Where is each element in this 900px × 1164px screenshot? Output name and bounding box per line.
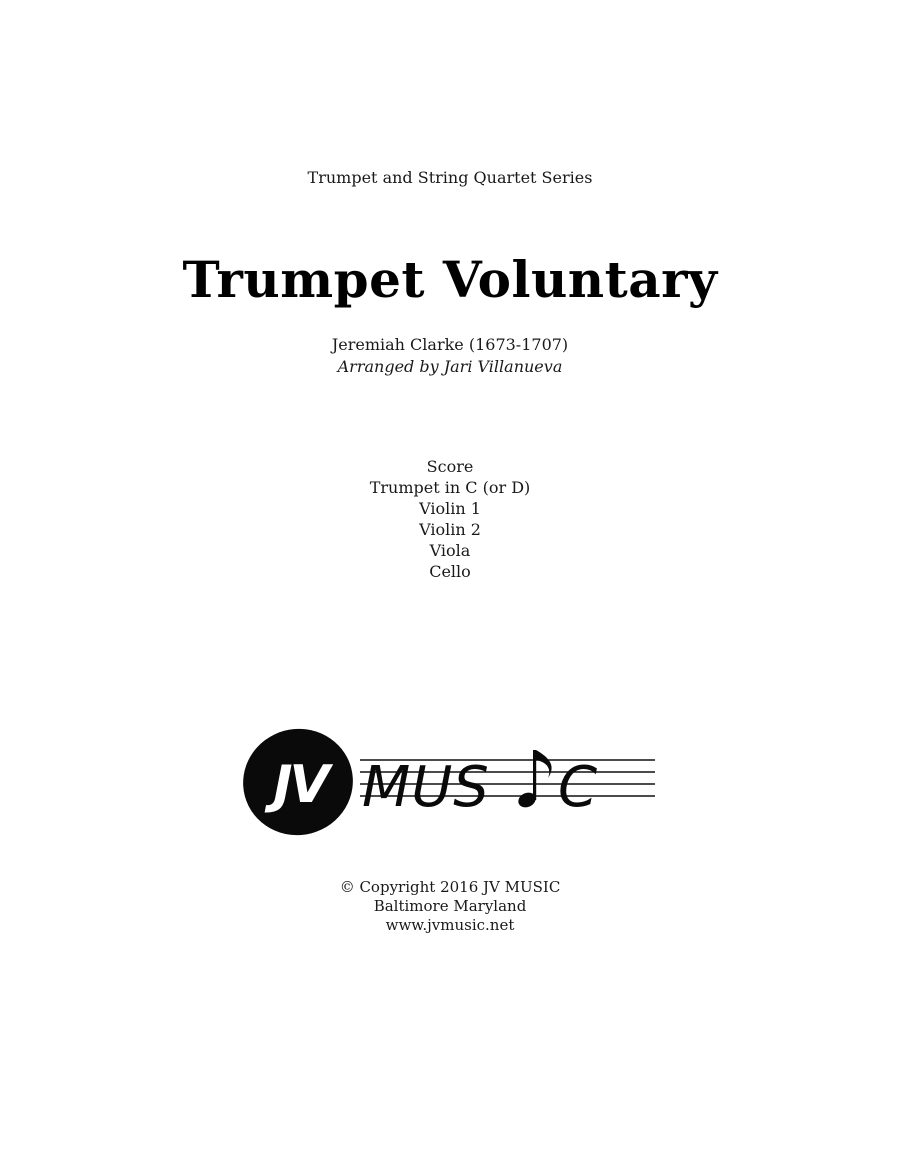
composer-block [0,334,900,378]
copyright-block [0,878,900,935]
list-item: Trumpet in C (or D) [369,478,531,497]
eighth-note-icon [516,750,552,810]
composer: Jeremiah Clarke (1673-1707) [331,335,569,354]
list-item: Viola [429,541,471,560]
page-title: Trumpet Voluntary [182,250,718,309]
list-item: Violin 2 [419,520,481,539]
location-line: Baltimore Maryland [373,897,527,915]
arranger: Arranged by Jari Villanueva [337,357,563,376]
logo-word: MUS [362,755,490,820]
logo-c: C [558,755,598,820]
series-name: Trumpet and String Quartet Series [307,168,593,187]
logo-initials: JV [273,755,327,815]
copyright-line: © Copyright 2016 JV MUSIC [339,878,561,896]
list-item: Violin 1 [419,499,481,518]
list-item: Cello [429,562,471,581]
website-link[interactable]: www.jvmusic.net [385,916,515,934]
parts-list [0,456,900,582]
jv-music-logo [240,720,660,840]
list-item: Score [426,457,474,476]
